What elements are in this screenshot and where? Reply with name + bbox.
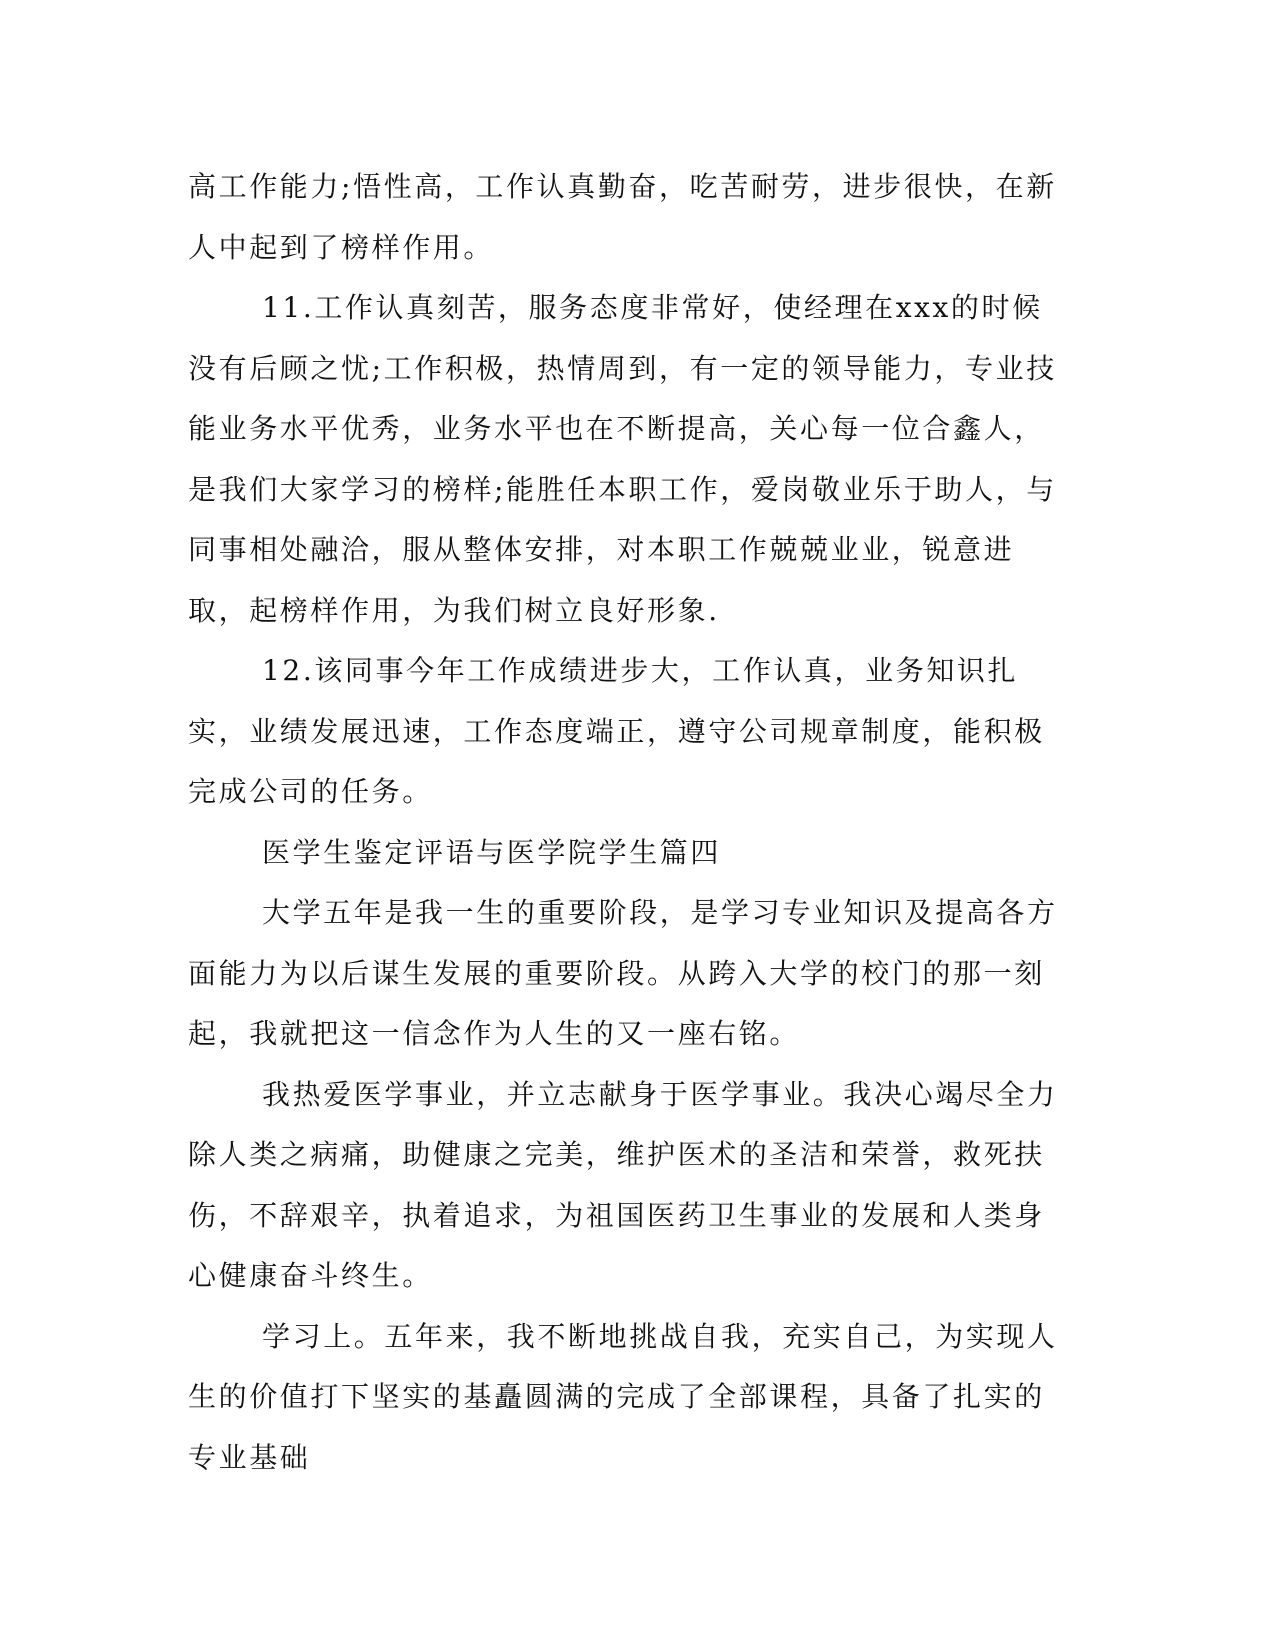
paragraph-item-12: 12.该同事今年工作成绩进步大，工作认真，业务知识扎实，业绩发展迅速，工作态度端正，遵守公司规章制度，能积极完成公司的任务。 [188, 654, 1045, 808]
paragraph-item-11: 11.工作认真刻苦，服务态度非常好，使经理在xxx的时候没有后顾之忧;工作积极，热情周到，有一定的领导能力，专业技能业务水平优秀，业务水平也在不断提高，关心每一位合鑫人，是我们大家学习的榜样;能胜任本职工作，爱岗敬业乐于助人，与同事相处融洽，服从整体安排，对本职工作兢兢业业，锐意进取，起榜样作用，为我们树立良好形象. [188, 291, 1057, 627]
section-heading: 医学生鉴定评语与医学院学生篇四 [262, 835, 722, 869]
paragraph-continuation: 高工作能力;悟性高，工作认真勤奋，吃苦耐劳，进步很快，在新人中起到了榜样作用。 [188, 170, 1057, 264]
paragraph-university-intro: 大学五年是我一生的重要阶段，是学习专业知识及提高各方面能力为以后谋生发展的重要阶段。从跨入大学的校门的那一刻起，我就把这一信念作为人生的又一座右铭。 [188, 896, 1058, 1050]
paragraph-medical-vow: 我热爱医学事业，并立志献身于医学事业。我决心竭尽全力除人类之病痛，助健康之完美，维护医术的圣洁和荣誉，救死扶伤，不辞艰辛，执着追求，为祖国医药卫生事业的发展和人类身心健康奋斗终生。 [188, 1077, 1058, 1292]
paragraph-study: 学习上。五年来，我不断地挑战自我，充实自己，为实现人生的价值打下坚实的基矗圆满的完成了全部课程，具备了扎实的专业基础 [188, 1319, 1058, 1474]
document-body [188, 157, 1068, 1488]
